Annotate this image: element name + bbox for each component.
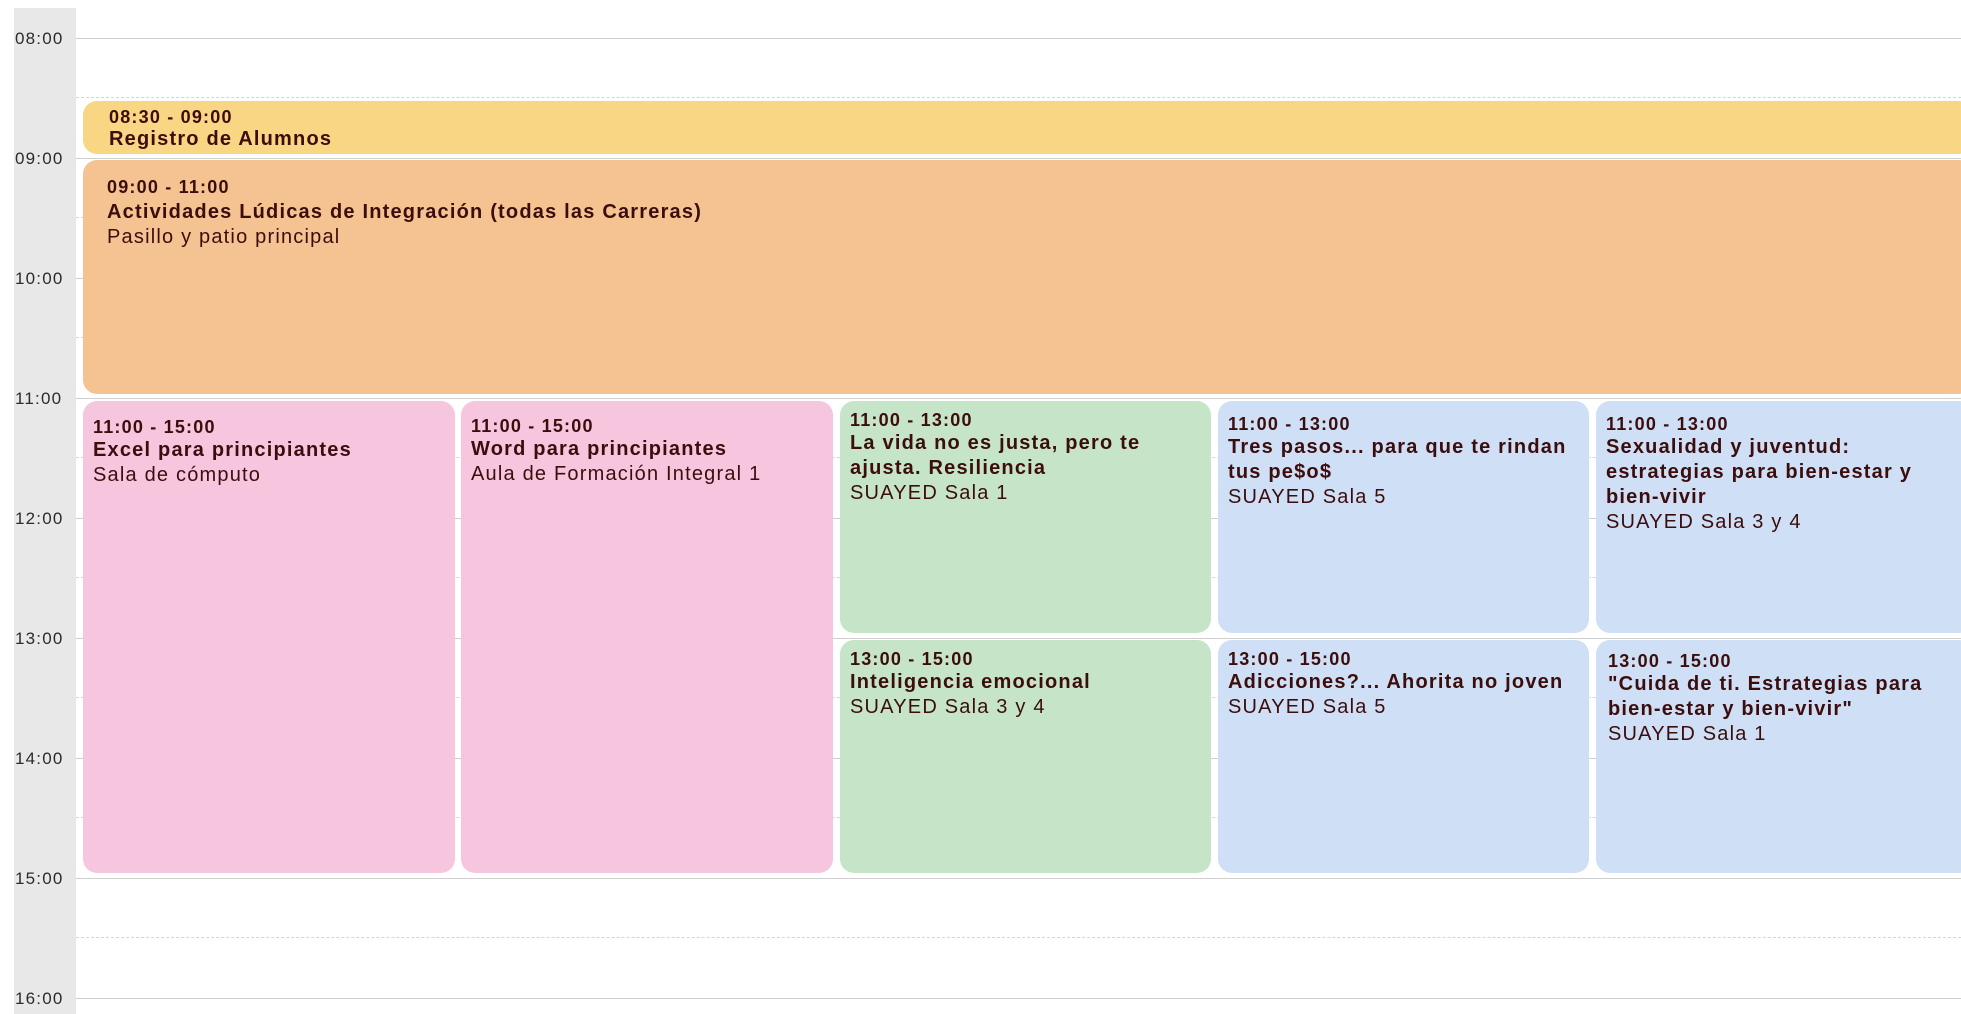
hour-label-1100: 11:00 bbox=[15, 389, 63, 408]
event-cuida-de-ti[interactable] bbox=[1596, 640, 1961, 873]
hour-label-1200: 12:00 bbox=[15, 509, 64, 528]
hour-line bbox=[76, 398, 1961, 399]
event-room: SUAYED Sala 3 y 4 bbox=[1606, 511, 1802, 533]
event-title: Tres pasos... para que te rindan tus pe$o$ bbox=[1228, 436, 1567, 483]
event-title: Registro de Alumnos bbox=[109, 128, 333, 150]
event-title: La vida no es justa, pero te ajusta. Resiliencia bbox=[850, 432, 1141, 479]
hour-label-1600: 16:00 bbox=[15, 989, 64, 1008]
event-registro-de-alumnos[interactable] bbox=[83, 101, 1961, 154]
event-room: Aula de Formación Integral 1 bbox=[471, 463, 762, 485]
hour-line bbox=[76, 158, 1961, 159]
hour-label-1500: 15:00 bbox=[15, 869, 64, 888]
event-room: Pasillo y patio principal bbox=[107, 226, 341, 248]
event-room: SUAYED Sala 1 bbox=[1608, 723, 1767, 745]
event-time: 11:00 - 13:00 bbox=[1606, 414, 1729, 434]
hour-label-1400: 14:00 bbox=[15, 749, 64, 768]
event-title: Excel para principiantes bbox=[93, 439, 352, 461]
event-time: 13:00 - 15:00 bbox=[850, 649, 974, 669]
event-room: Sala de cómputo bbox=[93, 464, 262, 486]
hour-label-1300: 13:00 bbox=[15, 629, 64, 648]
event-excel-para-principiantes[interactable] bbox=[83, 401, 455, 873]
event-time: 13:00 - 15:00 bbox=[1228, 649, 1352, 669]
event-time: 09:00 - 11:00 bbox=[107, 177, 230, 197]
event-room: SUAYED Sala 3 y 4 bbox=[850, 696, 1046, 718]
event-time: 13:00 - 15:00 bbox=[1608, 651, 1732, 671]
hour-label-0800: 08:00 bbox=[15, 29, 64, 48]
event-inteligencia-emocional[interactable] bbox=[840, 640, 1211, 873]
half-hour-line bbox=[76, 937, 1961, 938]
event-time: 11:00 - 13:00 bbox=[850, 410, 973, 430]
hour-line bbox=[76, 998, 1961, 999]
event-adicciones[interactable] bbox=[1218, 640, 1589, 873]
event-time: 11:00 - 13:00 bbox=[1228, 414, 1351, 434]
hour-label-1000: 10:00 bbox=[15, 269, 64, 288]
hour-label-0900: 09:00 bbox=[15, 149, 64, 168]
hour-line bbox=[76, 38, 1961, 39]
event-room: SUAYED Sala 1 bbox=[850, 482, 1009, 504]
event-actividades-ludicas[interactable] bbox=[83, 160, 1961, 394]
event-room: SUAYED Sala 5 bbox=[1228, 486, 1387, 508]
event-la-vida-no-es-justa[interactable] bbox=[840, 401, 1211, 633]
event-title: Actividades Lúdicas de Integración (todas las Carreras) bbox=[107, 201, 703, 223]
event-time: 08:30 - 09:00 bbox=[109, 107, 233, 127]
event-title: Sexualidad y juventud: estrategias para bien-estar y bien-vivir bbox=[1606, 436, 1913, 508]
event-time: 11:00 - 15:00 bbox=[471, 416, 594, 436]
event-title: "Cuida de ti. Estrategias para bien-estar y bien-vivir" bbox=[1608, 673, 1923, 720]
event-title: Word para principiantes bbox=[471, 438, 728, 460]
event-time: 11:00 - 15:00 bbox=[93, 417, 216, 437]
hour-line bbox=[76, 878, 1961, 879]
half-hour-line bbox=[76, 97, 1961, 98]
event-sexualidad-y-juventud[interactable] bbox=[1596, 401, 1961, 633]
event-tres-pasos[interactable] bbox=[1218, 401, 1589, 633]
event-title: Adicciones?... Ahorita no joven bbox=[1228, 671, 1564, 693]
event-title: Inteligencia emocional bbox=[850, 671, 1091, 693]
event-room: SUAYED Sala 5 bbox=[1228, 696, 1387, 718]
event-word-para-principiantes[interactable] bbox=[461, 401, 833, 873]
